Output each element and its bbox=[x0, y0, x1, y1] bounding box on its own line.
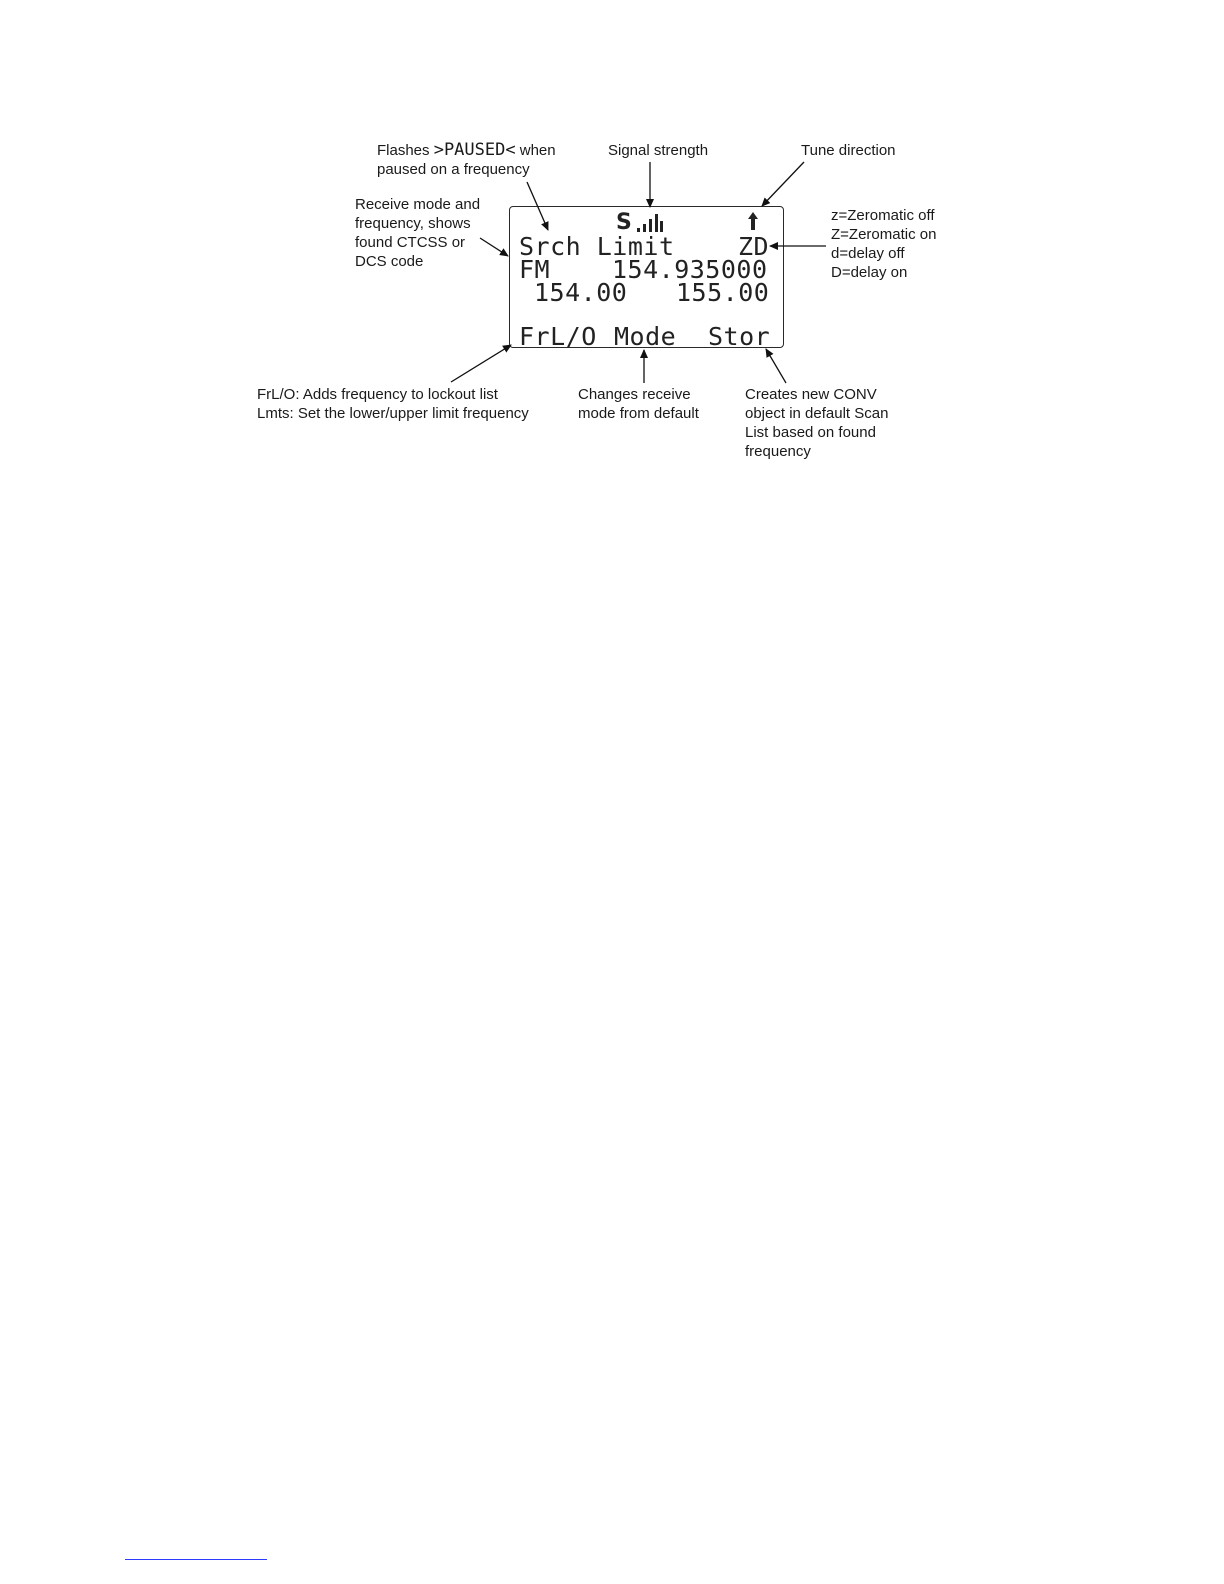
lcd-line3-left: 154.00 bbox=[534, 278, 628, 307]
footnote-rule bbox=[125, 1559, 267, 1560]
softkey-frlo: FrL/O bbox=[519, 322, 597, 351]
signal-strength-label: Signal strength bbox=[608, 142, 709, 159]
lcd-line1-left: Srch Limit bbox=[519, 232, 675, 261]
softkey-stor: Stor bbox=[708, 322, 771, 351]
mode-softkey-label: Changes receive mode from default bbox=[578, 386, 699, 422]
paused-arrow bbox=[527, 182, 548, 230]
lcd-line2-right: 154.935000 bbox=[612, 255, 768, 284]
stor-softkey-label: Creates new CONV object in default Scan List based on found frequency bbox=[745, 386, 889, 460]
paused-annotation-prefix: Flashes bbox=[377, 142, 434, 159]
zd-legend: z=Zeromatic off Z=Zeromatic on d=delay off D=delay on bbox=[831, 207, 937, 281]
softkey-mode: Mode bbox=[614, 322, 677, 351]
paused-indicator-text: >PAUSED< bbox=[433, 140, 516, 160]
stor-arrow bbox=[766, 349, 786, 383]
frlo-softkey-label: FrL/O: Adds frequency to lockout list Lmts: Set the lower/upper limit frequency bbox=[257, 386, 529, 422]
tune-arrow bbox=[762, 162, 804, 206]
signal-s-letter: S bbox=[616, 210, 633, 235]
paused-annotation-suffix: when bbox=[515, 142, 556, 159]
receive-mode-label: Receive mode and frequency, shows found CTCSS or DCS code bbox=[355, 196, 481, 270]
lcd-line3-right: 155.00 bbox=[676, 278, 770, 307]
lcd-line2-left: FM bbox=[519, 255, 551, 284]
tune-direction-label: Tune direction bbox=[801, 142, 896, 159]
lcd-line1-right: ZD bbox=[738, 232, 770, 261]
receive-mode-arrow bbox=[480, 238, 508, 256]
paused-annotation-line2: paused on a frequency bbox=[377, 161, 530, 178]
frlo-arrow bbox=[451, 345, 511, 382]
